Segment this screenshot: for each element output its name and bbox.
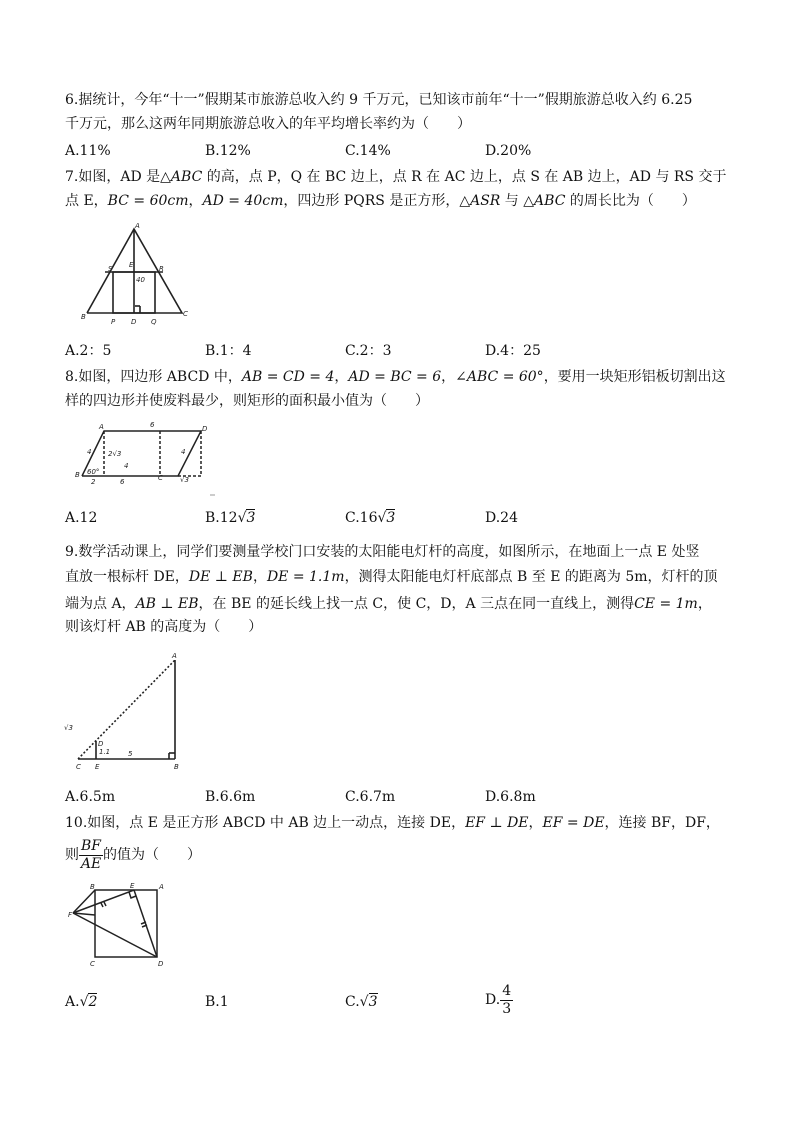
q10-segment-ef	[73, 890, 134, 913]
sqrt-symbol: √	[237, 510, 247, 526]
q10-figure-square	[68, 880, 178, 975]
q9-fig-label-root3: √3	[64, 724, 73, 732]
q8-fig-label-6-bottom: 6	[120, 478, 125, 486]
q7-figure-triangle-square	[68, 220, 198, 335]
q7-fig-label-r: R	[159, 265, 164, 273]
q8-fig-label-4-mid: 4	[124, 462, 129, 470]
q9-text-line4: 则该灯杆 AB 的高度为（ ）	[65, 619, 263, 635]
q10-option-d[interactable]: D. $\frac{4}{3}$	[485, 982, 512, 1017]
q10-option-c[interactable]: C.√3	[345, 994, 378, 1010]
q9-text-line2: 直放一根标杆 DE，DE ⊥ EB，DE = 1.1m，测得太阳能电灯杆底部点 B 至 E 的距离为 5m，灯杆的顶	[65, 569, 718, 585]
q7-fig-label-c: C	[183, 310, 188, 318]
q8-option-b[interactable]: B.12√3	[205, 510, 256, 526]
q6-option-a[interactable]: A.11%	[65, 143, 111, 159]
q7-fig-label-e: E	[129, 261, 134, 269]
q9-fig-label-d: D	[98, 740, 104, 748]
q7-text-line1: 7.如图，AD 是△ABC 的高，点 P，Q 在 BC 边上，点 R 在 AC 边上，点 S 在 AB 边上，AD 与 RS 交于	[65, 169, 727, 185]
q7-option-c[interactable]: C.2：3	[345, 343, 392, 359]
q9-option-b[interactable]: B.6.6m	[205, 789, 256, 805]
q9-fig-label-a: A	[172, 652, 177, 660]
q10-option-d-fraction: $\frac{4}{3}$	[502, 982, 512, 1017]
q10-option-b[interactable]: B.1	[205, 994, 229, 1010]
sqrt-symbol: √	[79, 994, 89, 1010]
q7-option-d[interactable]: D.4：25	[485, 343, 541, 359]
q6-text-line2: 千万元，那么这两年同期旅游总收入的年平均增长率约为（ ）	[65, 116, 471, 132]
q10-fig-label-b: B	[90, 883, 95, 891]
q10-fig-label-e: E	[130, 882, 135, 890]
q7-fig-label-40: 40	[136, 276, 145, 284]
q6-option-c[interactable]: C.14%	[345, 143, 391, 159]
q7-option-a[interactable]: A.2：5	[65, 343, 112, 359]
q10-fig-label-c: C	[90, 960, 95, 968]
q9-fig-label-e: E	[95, 763, 100, 771]
q9-figure-lamp-post	[62, 648, 192, 773]
q9-text-line3: 端为点 A，AB ⊥ EB，在 BE 的延长线上找一点 C，使 C，D，A 三点在同一直线上，测得CE = 1m，	[65, 596, 712, 612]
q8-fig-label-c: C	[158, 474, 163, 482]
q8-option-d[interactable]: D.24	[485, 510, 518, 526]
q8-fig-label-4-right: 4	[181, 448, 186, 456]
q9-text-line1: 9.数学活动课上，同学们要测量学校门口安装的太阳能电灯杆的高度，如图所示，在地面上一点 E 处竖	[65, 544, 700, 560]
q8-figure-parallelogram	[68, 416, 218, 498]
q7-text-line2: 点 E，BC = 60cm，AD = 40cm，四边形 PQRS 是正方形，△ASR 与 △ABC 的周长比为（ ）	[65, 193, 696, 209]
sqrt-symbol: √	[377, 510, 387, 526]
q6-option-b[interactable]: B.12%	[205, 143, 251, 159]
q8-fig-label-a: A	[99, 423, 104, 431]
q10-fig-label-d: D	[158, 960, 164, 968]
q8-text-line2: 样的四边形并使废料最少，则矩形的面积最小值为（ ）	[65, 393, 429, 409]
q6-text-line1: 6.据统计，今年“十一”假期某市旅游总收入约 9 千万元，已知该市前年“十一”假期旅游总收入约 6.25	[65, 92, 693, 108]
q8-fig-label-root3: √3	[180, 476, 189, 484]
q9-fig-label-b: B	[174, 763, 179, 771]
q8-fig-label-d: D	[202, 425, 208, 433]
q9-fig-label-c: C	[76, 763, 81, 771]
q9-option-c[interactable]: C.6.7m	[345, 789, 396, 805]
q7-fig-label-d: D	[131, 318, 137, 326]
q6-option-d[interactable]: D.20%	[485, 143, 532, 159]
q10-text-line1: 10.如图，点 E 是正方形 ABCD 中 AB 边上一动点，连接 DE，EF ⊥ DE，EF = DE，连接 BF，DF，	[65, 815, 720, 831]
q10-fig-label-f: F	[68, 911, 73, 919]
q8-fig-label-4-left: 4	[87, 448, 92, 456]
q9-option-d[interactable]: D.6.8m	[485, 789, 536, 805]
q7-triangle-abc: △ABC	[160, 169, 203, 185]
q10-square-abcd	[95, 890, 157, 957]
q7-fig-label-q: Q	[151, 318, 157, 326]
q9-option-a[interactable]: A.6.5m	[65, 789, 116, 805]
sqrt-symbol: √	[359, 994, 369, 1010]
q9-fig-label-1-1: 1.1	[99, 748, 111, 756]
q8-option-c[interactable]: C.16√3	[345, 510, 396, 526]
q8-fig-label-b: B	[75, 471, 80, 479]
q7-option-b[interactable]: B.1：4	[205, 343, 252, 359]
q10-fraction-bf-ae: $\frac{BF}{AE}$	[80, 837, 102, 872]
q7-fig-label-p: P	[111, 318, 116, 326]
q7-fig-label-s: S	[108, 265, 113, 273]
q10-text-line2: 则 $\frac{BF}{AE}$ 的值为（ ）	[65, 837, 202, 872]
q10-fig-label-a: A	[159, 883, 164, 891]
q8-text-line1: 8.如图，四边形 ABCD 中，AB = CD = 4，AD = BC = 6，∠ABC = 60°，要用一块矩形铝板切割出这	[65, 369, 726, 385]
q8-fig-label-2root3: 2√3	[108, 450, 122, 458]
q9-fig-label-5: 5	[128, 750, 133, 758]
q8-fig-label-60deg: 60°	[87, 468, 100, 476]
q8-fig-label-6-top: 6	[150, 421, 155, 429]
q9-sight-line-cda	[78, 660, 175, 759]
q8-fig-label-2: 2	[91, 478, 96, 486]
q10-option-a[interactable]: A.√2	[65, 994, 98, 1010]
q7-fig-label-b: B	[81, 313, 86, 321]
q7-fig-label-a: A	[135, 222, 140, 230]
q8-option-a[interactable]: A.12	[65, 510, 98, 526]
